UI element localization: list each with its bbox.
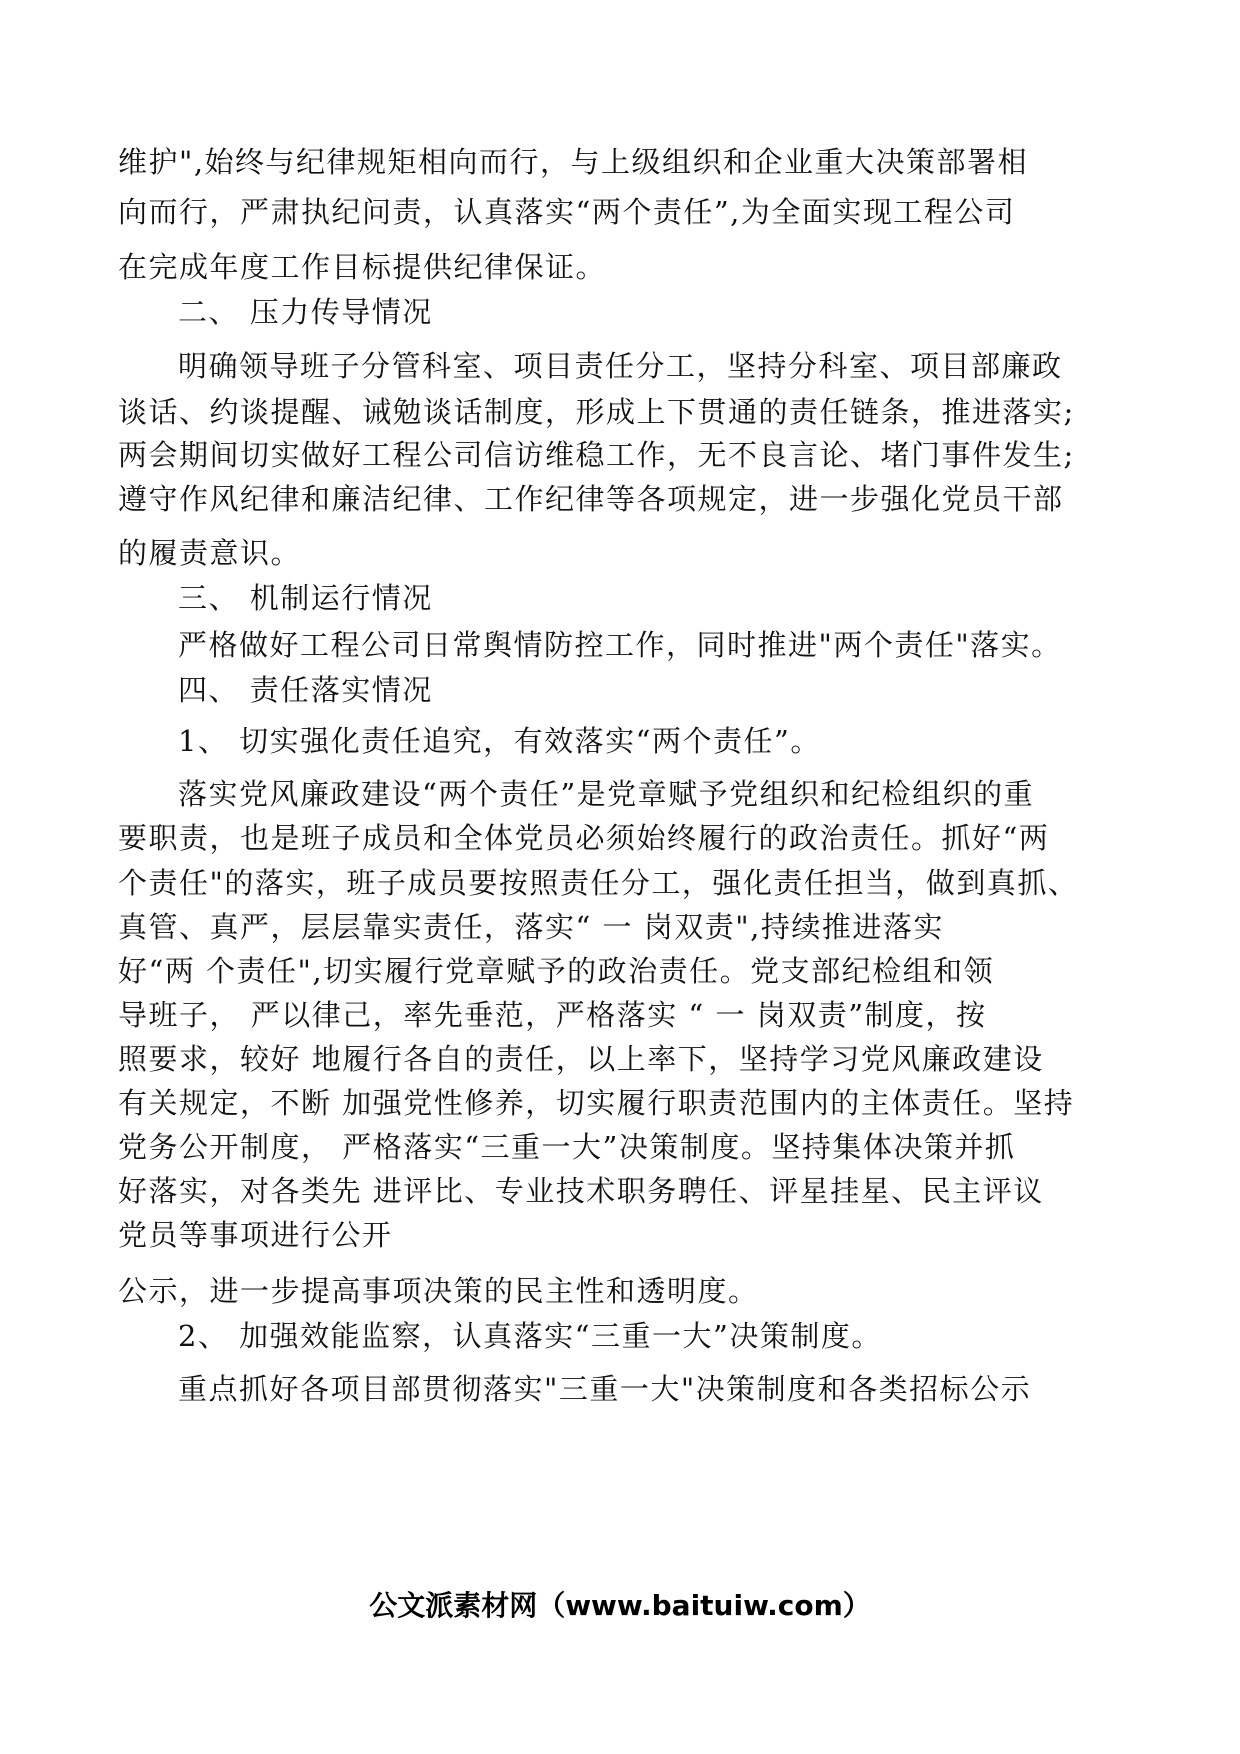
paragraph-line: 维护",始终与纪律规矩相向而行，与上级组织和企业重大决策部署相 — [118, 145, 1029, 179]
paragraph-line: 好“两 个责任",切实履行党章赋予的政治责任。党支部纪检组和领 — [118, 954, 995, 988]
section-heading: 四、 责任落实情况 — [178, 673, 433, 707]
paragraph-line: 要职责，也是班子成员和全体党员必须始终履行的政治责任。抓好“两 — [118, 821, 1050, 855]
footer-watermark: 公文派素材网（www.baituiw.com） — [369, 1589, 871, 1622]
section-heading: 二、 压力传导情况 — [178, 295, 433, 329]
paragraph-line: 好落实，对各类先 进评比、专业技术职务聘任、评星挂星、民主评议 — [118, 1174, 1044, 1208]
paragraph-line: 遵守作风纪律和廉洁纪律、工作纪律等各项规定，进一步强化党员干部 — [118, 482, 1064, 516]
paragraph-line: 严格做好工程公司日常舆情防控工作，同时推进"两个责任"落实。 — [178, 628, 1062, 662]
subsection-heading: 2、 加强效能监察，认真落实“三重一大”决策制度。 — [178, 1319, 882, 1353]
paragraph-line: 党员等事项进行公开 — [118, 1218, 393, 1252]
paragraph-line: 真管、真严，层层靠实责任，落实“ 一 岗双责",持续推进落实 — [118, 910, 944, 944]
paragraph-line: 向而行，严肃执纪问责，认真落实“两个责任”,为全面实现工程公司 — [118, 195, 1016, 229]
paragraph-line: 的履责意识。 — [118, 536, 302, 570]
paragraph-line: 公示，进一步提高事项决策的民主性和透明度。 — [118, 1274, 759, 1308]
subsection-heading: 1、 切实强化责任追究，有效落实“两个责任”。 — [178, 724, 821, 758]
paragraph-line: 两会期间切实做好工程公司信访维稳工作，无不良言论、堵门事件发生; — [118, 438, 1075, 472]
paragraph-line: 谈话、约谈提醒、诫勉谈话制度，形成上下贯通的责任链条，推进落实; — [118, 395, 1075, 429]
paragraph-line: 有关规定，不断 加强党性修养，切实履行职责范围内的主体责任。坚持 — [118, 1086, 1075, 1120]
paragraph-line: 导班子， 严以律己，率先垂范，严格落实 “ 一 岗双责”制度，按 — [118, 998, 987, 1032]
paragraph-line: 照要求，较好 地履行各自的责任，以上率下，坚持学习党风廉政建设 — [118, 1042, 1044, 1076]
paragraph-line: 个责任"的落实，班子成员要按照责任分工，强化责任担当，做到真抓、 — [118, 866, 1079, 900]
paragraph-line: 在完成年度工作目标提供纪律保证。 — [118, 250, 607, 284]
section-heading: 三、 机制运行情况 — [178, 581, 433, 615]
paragraph-line: 落实党风廉政建设“两个责任”是党章赋予党组织和纪检组织的重 — [178, 777, 1035, 811]
paragraph-line: 明确领导班子分管科室、项目责任分工，坚持分科室、项目部廉政 — [178, 349, 1063, 383]
paragraph-line: 党务公开制度， 严格落实“三重一大”决策制度。坚持集体决策并抓 — [118, 1130, 1016, 1164]
paragraph-line: 重点抓好各项目部贯彻落实"三重一大"决策制度和各类招标公示 — [178, 1372, 1032, 1406]
